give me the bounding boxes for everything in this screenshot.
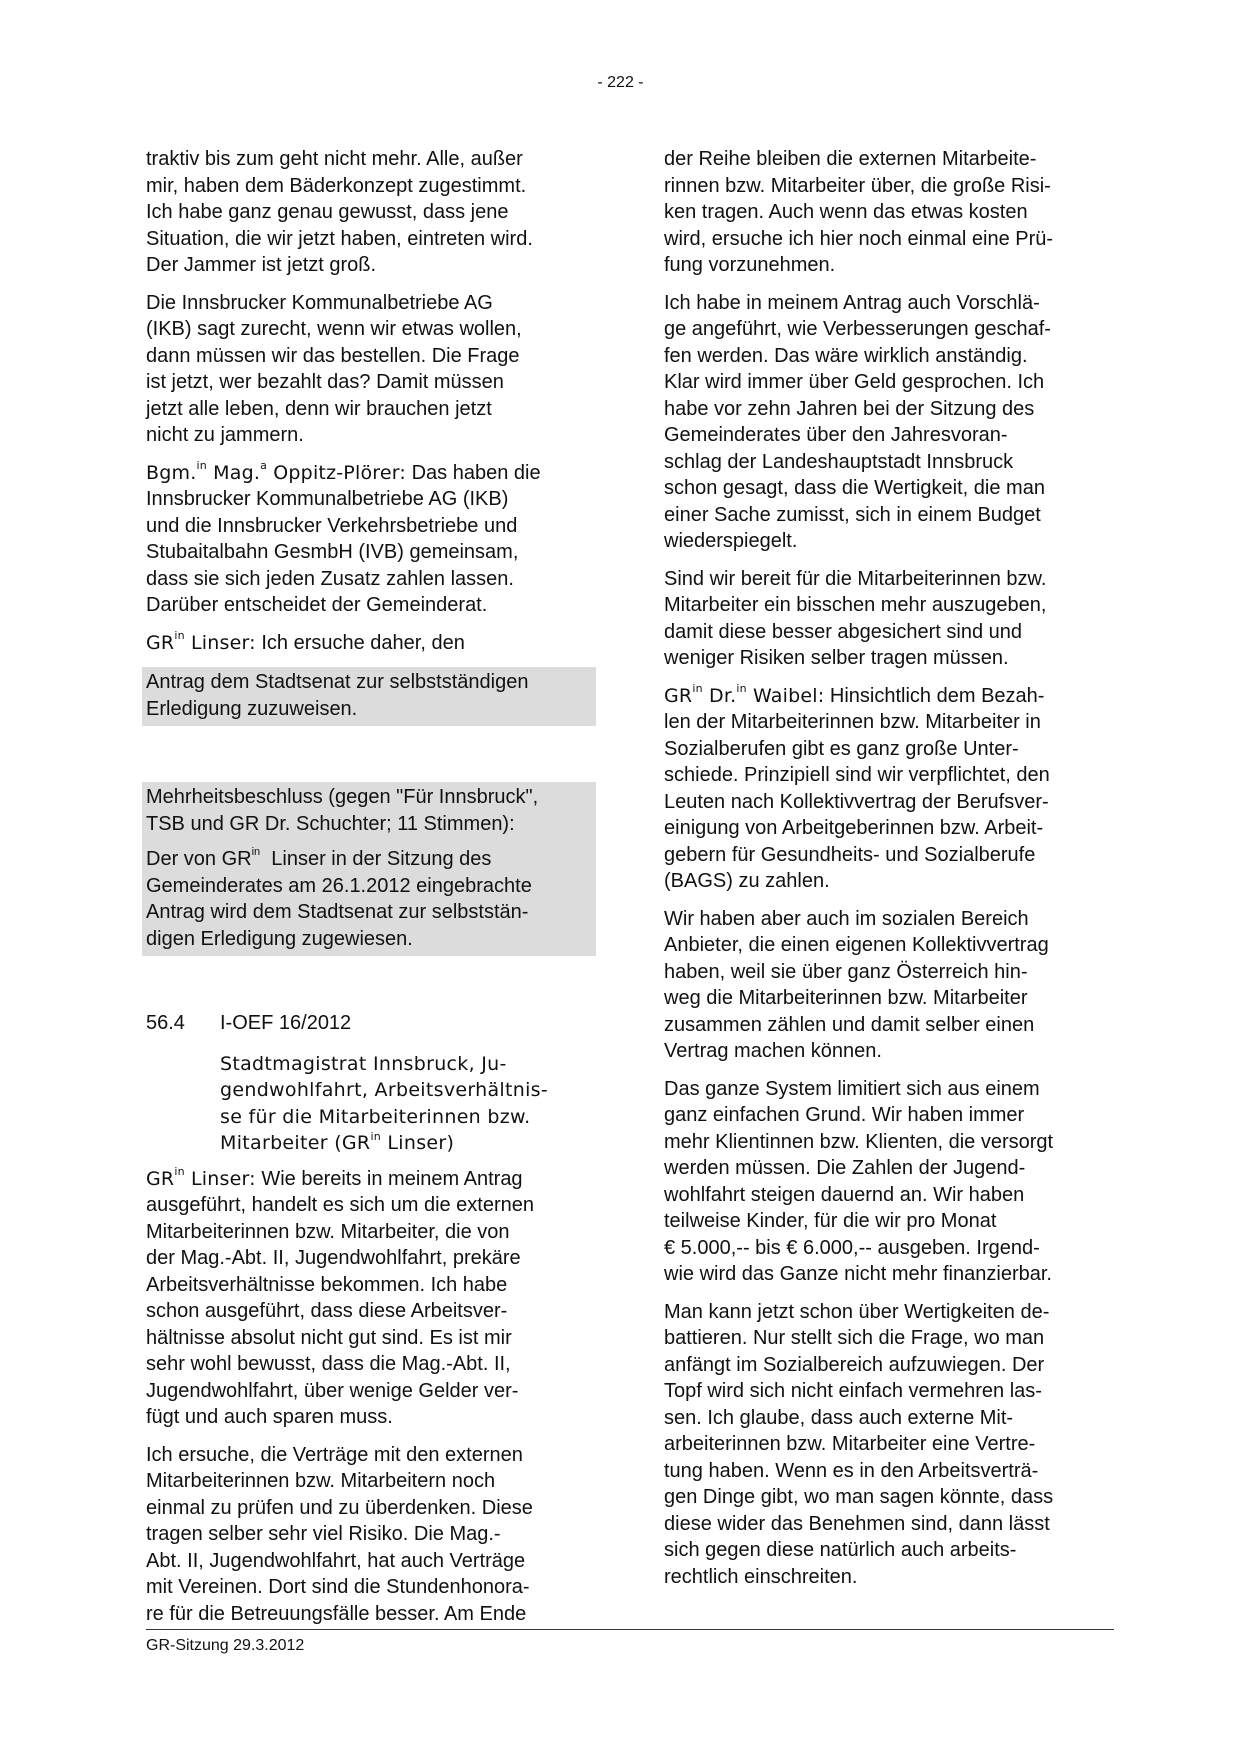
speaker-statement: $GR^{in}$ Dr.$^{in}$ Waibel: Hinsichtlich dem Bezah- len der Mitarbeiterinnen bzw. Mitarbeiter in Sozialberufen gibt es ganz große Unter- schiede. Prinzipiell sind wir verpflichtet, den Leuten nach Kollektivvertrag der Berufsver- einigung von Arbeitgeberinnen bzw. Arbeit- gebern für Gesundheits- und Sozialberufe (BAGS) zu zahlen. <box>664 682 1050 892</box>
agenda-item <box>146 1010 596 1157</box>
paragraph: Man kann jetzt schon über Wertigkeiten de- battieren. Nur stellt sich die Frage, wo man anfängt im Sozialbereich aufzuwiegen. Der Topf wird sich nicht einfach vermehren las- sen. Ich glaube, dass auch externe Mit- arbeiterinnen bzw. Mitarbeiter eine Vertre- tung haben. Wenn es in den Arbeitsverträ- gen Dinge gibt, wo man sagen könnte, dass diese wider das Benehmen sind, dann lässt sich gegen diese natürlich auch arbeits- rechtlich einschreiten. <box>664 1300 1054 1588</box>
agenda-code: I-OEF 16/2012 <box>220 1012 352 1034</box>
agenda-number: 56.4 <box>146 1012 185 1034</box>
paragraph: Ich habe in meinem Antrag auch Vorschlä- ge angeführt, wie Verbesserungen geschaf- fen werden. Das wäre wirklich anständig. Klar wird immer über Geld gesprochen. Ich habe vor zehn Jahren bei der Sitzung des Gemeinderates über den Jahresvoran- schlag der Landeshauptstadt Innsbruck schon gesagt, dass die Wertigkeit, die man einer Sache zumisst, sich in einem Budget wiederspiegelt. <box>664 291 1051 552</box>
paragraph: traktiv bis zum geht nicht mehr. Alle, außer mir, haben dem Bäderkonzept zugestimmt. Ich habe ganz genau gewusst, dass jene Situation, die wir jetzt haben, eintreten wird. Der Jammer ist jetzt groß. <box>146 148 533 276</box>
right-column <box>664 146 1124 1601</box>
speaker-statement: $GR^{in}$ Linser: Ich ersuche daher, den <box>146 629 465 654</box>
paragraph: Ich ersuche, die Verträge mit den externen Mitarbeiterinnen bzw. Mitarbeitern noch einmal zu prüfen und zu überdenken. Diese tragen selber sehr viel Risiko. Die Mag.- Abt. II, Jugendwohlfahrt, hat auch Verträge mit Vereinen. Dort sind die Stundenhonora- re für die Betreuungsfälle besser. Am Ende <box>146 1443 533 1625</box>
paragraph: Die Innsbrucker Kommunalbetriebe AG (IKB) sagt zurecht, wenn wir etwas wollen, dann müssen wir das bestellen. Die Frage ist jetzt, wer bezahlt das? Damit müssen jetzt alle leben, denn wir brauchen jetzt nicht zu jammern. <box>146 291 522 446</box>
page-number: - 222 - <box>597 74 644 91</box>
paragraph: Wir haben aber auch im sozialen Bereich Anbieter, die einen eigenen Kollektivvertrag haben, weil sie über ganz Österreich hin- weg die Mitarbeiterinnen bzw. Mitarbeiter zusammen zählen und damit selber einen Vertrag machen können. <box>664 907 1049 1062</box>
resolution-highlight <box>142 782 596 956</box>
footer-divider <box>146 1629 1114 1630</box>
paragraph: Sind wir bereit für die Mitarbeiterinnen bzw. Mitarbeiter ein bisschen mehr auszugeben, damit diese besser abgesichert sind und weniger Risiken selber tragen müssen. <box>664 567 1047 669</box>
left-column <box>146 146 596 1638</box>
paragraph: Das ganze System limitiert sich aus einem ganz einfachen Grund. Wir haben immer mehr Klientinnen bzw. Klienten, die versorgt werden müssen. Die Zahlen der Jugend- wohlfahrt steigen dauernd an. Wir haben teilweise Kinder, für die wir pro Monat € 5.000,-- bis € 6.000,-- ausgeben. Irgend- wie wird das Ganze nicht mehr finanzierbar. <box>664 1077 1054 1285</box>
speaker-statement: $GR^{in}$ Linser: Wie bereits in meinem Antrag ausgeführt, handelt es sich um die externen Mitarbeiterinnen bzw. Mitarbeiter, die von der Mag.-Abt. II, Jugendwohlfahrt, prekäre Arbeitsverhältnisse bekommen. Ich habe schon ausgeführt, dass diese Arbeitsver- hältnisse absolut nicht gut sind. Es ist mir sehr wohl bewusst, dass die Mag.-Abt. II, Jugendwohlfahrt, über wenige Gelder ver- fügt und auch sparen muss. <box>146 1165 535 1428</box>
footer-text: GR-Sitzung 29.3.2012 <box>146 1637 305 1654</box>
paragraph: der Reihe bleiben die externen Mitarbeite- rinnen bzw. Mitarbeiter über, die große Risi- ken tragen. Auch wenn das etwas kosten wird, ersuche ich hier noch einmal eine Prü- fung vorzunehmen. <box>664 148 1054 276</box>
speaker-name: Bgm.$^{in}$ Mag.$^a$ Oppitz-Plörer: <box>146 459 407 484</box>
speaker-name: $GR^{in}$ Linser: <box>146 629 256 654</box>
resolution-body: Der von $GR^{in}$ Linser in der Sitzung des Gemeinderates am 26.1.2012 eingebrachte Antrag wird dem Stadtsenat zur selbststän- digen Erledigung zugewiesen. <box>146 846 532 950</box>
speaker-name: $GR^{in}$ Dr.$^{in}$ Waibel: <box>664 682 825 707</box>
motion-highlight: Antrag dem Stadtsenat zur selbstständigen Erledigung zuzuweisen. <box>142 667 596 726</box>
agenda-title: Stadtmagistrat Innsbruck, Ju- gendwohlfahrt, Arbeitsverhältnis- se für die Mitarbeiterinnen bzw. Mitarbeiter ($GR^{in}$ Linser) <box>220 1052 549 1154</box>
speaker-statement: Bgm.$^{in}$ Mag.$^a$ Oppitz-Plörer: Das haben die Innsbrucker Kommunalbetriebe AG (IKB) und die Innsbrucker Verkehrsbetriebe und Stubaitalbahn GesmbH (IVB) gemeinsam, dass sie sich jeden Zusatz zahlen lassen. Darüber entscheidet der Gemeinderat. <box>146 459 541 616</box>
speaker-name: $GR^{in}$ Linser: <box>146 1165 256 1190</box>
resolution-head: Mehrheitsbeschluss (gegen "Für Innsbruck", TSB und GR Dr. Schuchter; 11 Stimmen): <box>146 786 539 835</box>
